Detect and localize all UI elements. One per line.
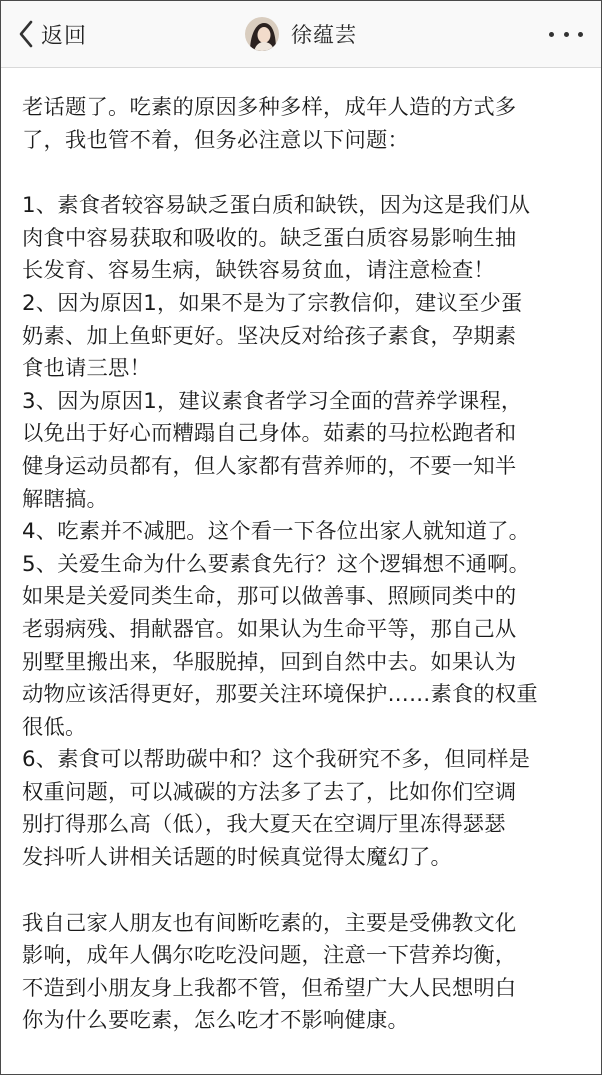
text-line: 权重问题，可以减碳的方法多了去了，比如你们空调 (22, 779, 517, 805)
text-line: 奶素、加上鱼虾更好。坚决反对给孩子素食，孕期素 (22, 323, 517, 349)
back-label: 返回 (41, 23, 88, 49)
text-line: 影响，成年人偶尔吃吃没问题，注意一下营养均衡， (22, 943, 517, 969)
more-button[interactable] (549, 25, 583, 43)
text-line: 4、吃素并不减肥。这个看一下各位出家人就知道了。 (22, 519, 531, 545)
page-title: 徐蕴芸 (291, 23, 357, 47)
more-dot (578, 32, 583, 37)
text-line: 5、关爱生命为什么要素食先行？这个逻辑想不通啊。 (22, 551, 531, 577)
text-line: 不造到小朋友身上我都不管，但希望广大人民想明白 (22, 975, 517, 1001)
text-line: 2、因为原因1，如果不是为了宗教信仰，建议至少蛋 (22, 290, 523, 316)
post-list-paragraph (22, 190, 584, 874)
more-dot (549, 32, 554, 37)
text-line: 如果是关爱同类生命，那可以做善事、照顾同类中的 (22, 584, 517, 610)
text-line: 你为什么要吃素，怎么吃才不影响健康。 (22, 1008, 409, 1034)
post-body (22, 68, 584, 1038)
text-line: 长发育、容易生病，缺铁容易贫血，请注意检查！ (22, 258, 495, 284)
text-line: 以免出于好心而糟蹋自己身体。茹素的马拉松跑者和 (22, 421, 517, 447)
text-line: 老话题了。吃素的原因多种多样，成年人造的方式多 (22, 95, 517, 120)
text-line: 发抖听人讲相关话题的时候真觉得太魔幻了。 (22, 845, 452, 871)
text-line: 动物应该活得更好，那要关注环境保护……素食的权重 (22, 682, 538, 708)
navbar-title-group (1, 15, 601, 53)
post-intro-paragraph (22, 92, 584, 157)
text-line: 1、素食者较容易缺乏蛋白质和缺铁，因为这是我们从 (22, 193, 531, 219)
text-line: 健身运动员都有，但人家都有营养师的，不要一知半 (22, 453, 517, 479)
text-line: 别打得那么高（低），我大夏天在空调厅里冻得瑟瑟 (22, 812, 506, 838)
more-dot (564, 32, 569, 37)
navigation-bar (1, 1, 601, 68)
user-avatar[interactable] (245, 17, 279, 51)
text-line: 食也请三思！ (22, 356, 151, 382)
text-line: 3、因为原因1，建议素食者学习全面的营养学课程， (22, 388, 523, 414)
post-outro-paragraph (22, 908, 584, 1038)
text-line: 了，我也管不着，但务必注意以下问题： (22, 127, 409, 153)
text-line: 肉食中容易获取和吸收的。缺乏蛋白质容易影响生抽 (22, 225, 517, 251)
text-line: 我自己家人朋友也有间断吃素的，主要是受佛教文化 (22, 910, 517, 936)
text-line: 6、素食可以帮助碳中和？这个我研究不多，但同样是 (22, 747, 531, 773)
text-line: 很低。 (22, 714, 87, 740)
text-line: 老弱病残、捐献器官。如果认为生命平等，那自己从 (22, 616, 517, 642)
text-line: 解瞎搞。 (22, 486, 108, 512)
text-line: 别墅里搬出来，华服脱掉，回到自然中去。如果认为 (22, 649, 517, 675)
